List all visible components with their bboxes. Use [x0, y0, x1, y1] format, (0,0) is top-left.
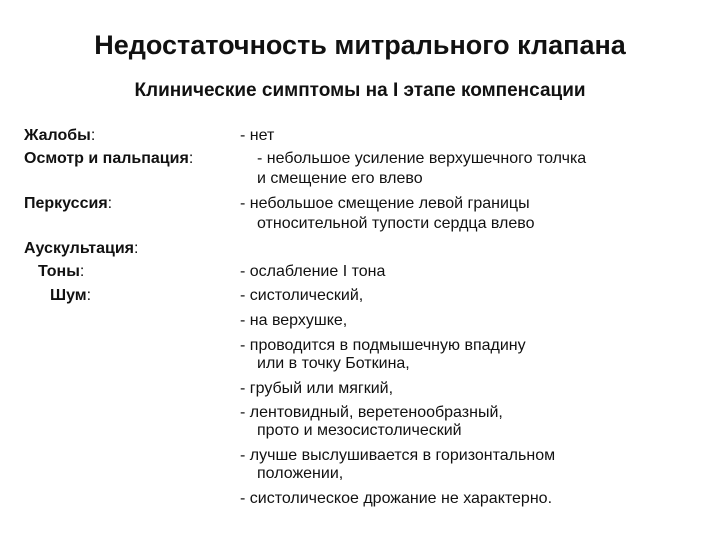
tones-value: - ослабление I тона	[240, 263, 386, 280]
auscultation-label-row	[24, 240, 138, 257]
percussion-label-row	[24, 195, 112, 212]
complaints-label-row	[24, 127, 95, 144]
inspection-label-row	[24, 150, 193, 167]
tones-label: Тоны	[38, 263, 80, 280]
auscultation-label: Аускультация	[24, 240, 134, 257]
percussion-line: - небольшое смещение левой границы	[240, 195, 530, 212]
murmur-line: прото и мезосистолический	[257, 422, 462, 439]
murmur-line: или в точку Боткина,	[257, 355, 410, 372]
murmur-line: - проводится в подмышечную впадину	[240, 337, 526, 354]
complaints-value: - нет	[240, 127, 275, 144]
slide-subtitle: Клинические симптомы на I этапе компенсации	[134, 80, 586, 101]
murmur-line: - систолическое дрожание не характерно.	[240, 490, 553, 507]
tones-colon: :	[79, 263, 85, 280]
murmur-colon: :	[86, 287, 92, 304]
auscultation-colon: :	[133, 240, 139, 257]
inspection-label: Осмотр и пальпация	[24, 150, 189, 167]
murmur-line: - лучше выслушивается в горизонтальном	[240, 447, 556, 464]
murmur-line: положении,	[257, 465, 344, 482]
complaints-colon: :	[90, 127, 96, 144]
inspection-colon: :	[188, 150, 194, 167]
tones-label-row	[38, 263, 84, 280]
percussion-label: Перкуссия	[24, 195, 108, 212]
murmur-line: - лентовидный, веретенообразный,	[240, 404, 503, 421]
murmur-label-row	[50, 287, 91, 304]
inspection-line: и смещение его влево	[257, 170, 423, 187]
murmur-line: - на верхушке,	[240, 312, 348, 329]
murmur-line: - систолический,	[240, 287, 364, 304]
complaints-label: Жалобы	[24, 127, 91, 144]
percussion-line: относительной тупости сердца влево	[257, 215, 535, 232]
inspection-line: - небольшое усиление верхушечного толчка	[257, 150, 587, 167]
murmur-label: Шум	[50, 287, 87, 304]
percussion-colon: :	[107, 195, 113, 212]
murmur-line: - грубый или мягкий,	[240, 380, 394, 397]
slide-title: Недостаточность митрального клапана	[94, 30, 626, 60]
